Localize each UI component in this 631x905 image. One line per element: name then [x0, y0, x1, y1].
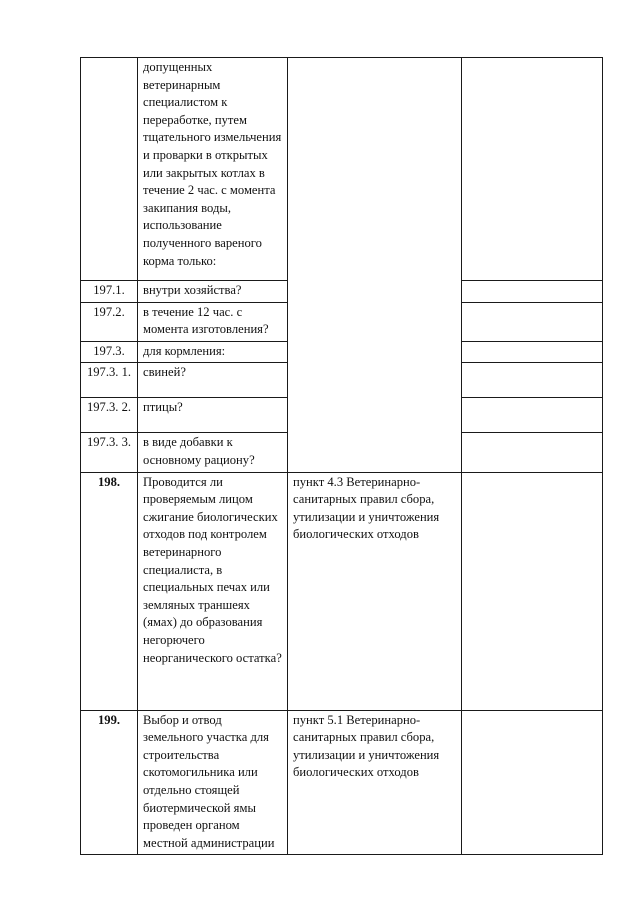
item-question: Выбор и отвод земельного участка для строительства скотомогильника или отдельно стоящей биотермической ямы проведен органом местной администрации [138, 710, 288, 855]
item-question: для кормления: [138, 341, 288, 363]
table-row [81, 472, 603, 710]
table-row [81, 58, 603, 281]
item-answer [462, 302, 603, 341]
item-answer [462, 472, 603, 710]
item-answer [462, 363, 603, 398]
item-number [81, 58, 138, 281]
item-question: свиней? [138, 363, 288, 398]
item-number: 197.2. [81, 302, 138, 341]
item-reference: пункт 5.1 Ветеринарно-санитарных правил сбора, утилизации и уничтожения биологических отходов [288, 710, 462, 855]
item-question: допущенных ветеринарным специалистом к переработке, путем тщательного измельчения и проварки в открытых или закрытых котлах в течение 2 час. с момента закипания воды, использование полученного вареного корма только: [138, 58, 288, 281]
item-number: 197.1. [81, 281, 138, 303]
item-reference [288, 58, 462, 473]
item-answer [462, 341, 603, 363]
item-number: 197.3. [81, 341, 138, 363]
item-reference: пункт 4.3 Ветеринарно-санитарных правил сбора, утилизации и уничтожения биологических отходов [288, 472, 462, 710]
item-question: внутри хозяйства? [138, 281, 288, 303]
item-answer [462, 398, 603, 433]
item-number: 199. [81, 710, 138, 855]
item-answer [462, 281, 603, 303]
item-number: 197.3. 1. [81, 363, 138, 398]
item-answer [462, 433, 603, 472]
item-number: 198. [81, 472, 138, 710]
item-question: в течение 12 час. с момента изготовления? [138, 302, 288, 341]
item-question: Проводится ли проверяемым лицом сжигание биологических отходов под контролем ветеринарного специалиста, в специальных печах или земляных траншеях (ямах) до образования негорючего неорганического остатка? [138, 472, 288, 710]
table-row [81, 710, 603, 855]
item-question: птицы? [138, 398, 288, 433]
item-question: в виде добавки к основному рациону? [138, 433, 288, 472]
item-answer [462, 58, 603, 281]
checklist-table [80, 57, 603, 855]
item-number: 197.3. 2. [81, 398, 138, 433]
item-answer [462, 710, 603, 855]
item-number: 197.3. 3. [81, 433, 138, 472]
